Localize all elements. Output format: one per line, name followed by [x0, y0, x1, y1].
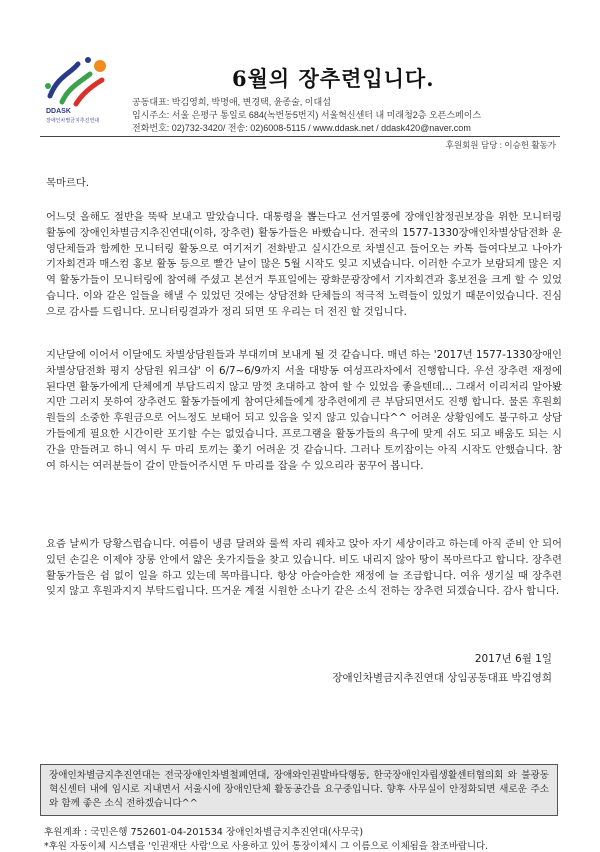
bank-note: *후원 자동이체 시스템을 '인권재단 사람'으로 사용하고 있어 통장이체시 그 이름으로 이체됨을 참조바랍니다. [44, 841, 489, 852]
notice-text: 장애인차별금지추진연대는 전국장애인차별철폐연대, 장애와인권발바닥행동, 한국장애인자립생활센터협의회 와 불광동 혁신센터 내에 임시로 지내면서 서울시에 장애인단체 활동공간을 요구중입니다. 향후 사무실이 안정화되면 새로운 주소와 함께 좋은 소식 전하겠습니다^^ [49, 770, 549, 809]
contact-info: 전화번호: 02)732-3420/ 전송: 02)6008-5115 / www.ddask.net / ddask420@naver.com [132, 123, 471, 133]
paragraph-text: 어느덧 올해도 절반을 뚝딱 보내고 말았습니다. 대통령을 뽑는다고 선거열풍에 장애인참정권보장을 위한 모니터링 활동에 장애인차별금지추진연대(이하, 장추련) 활동가들은 바빴습니다. 전국의 1577-1330장애인차별상담전화 운영단체들과 함께한 모니터링 활동으로 여기저기 전화받고 실시간으로 차별신고 들어오는 카톡 들여다보고 나아가 기자회견과 매스컴 홍보 활동 등으로 빨간 날이 많은 5월 시작도 잊고 지냈습니다. 이러한 수고가 보람되게 많은 지역 활동가들이 모니터링에 참여해 주셨고 본선거 투표일에는 광화문광장에서 기자회견과 홍보전을 크게 할 수 있었습니다. 이와 같은 일들을 해낼 수 있었던 것에는 상담전화 단체들의 적극적 노력들이 있었기 때문이었습니다. 진심으로 감사를 드립니다. 모니터링결과가 정리 되면 또 우리는 더 전진 할 것입니다. [46, 211, 562, 318]
header-divider [40, 136, 560, 137]
greeting-text: 목마르다. [46, 177, 90, 189]
notice-box [40, 764, 558, 816]
logo-subtitle: 장애인차별금지추진연대 [46, 118, 100, 124]
letter-signature: 장애인차별금지추진연대 상임공동대표 박김영희 [332, 672, 552, 684]
ddask-logo-icon [40, 56, 118, 108]
sponsor-contact: 후원회원 담당 : 이승헌 활동가 [445, 140, 556, 150]
bank-account: 후원계좌 : 국민은행 752601-04-201534 장애인차별금지추진연대(사무국) [44, 827, 364, 838]
page-title: 6월의 장추련입니다. [232, 66, 435, 91]
logo-text: DDASK [46, 108, 71, 115]
letter-paragraph-3 [46, 537, 562, 600]
ddask-logo [40, 56, 118, 132]
representatives: 공동대표: 박김영희, 박명애, 변경택, 윤종술, 이대섭 [132, 97, 331, 107]
address: 임시주소: 서울 은평구 통일로 684(녹번동5번지) 서울혁신센터 내 미래청2층 오픈스페이스 [132, 110, 482, 120]
letter-paragraph-1 [46, 210, 562, 321]
letter-date: 2017년 6월 1일 [474, 653, 552, 665]
letter-paragraph-2 [46, 348, 562, 474]
paragraph-text: 지난달에 이어서 이달에도 차별상담원들과 부대끼며 보내게 될 것 같습니다. 매년 하는 '2017년 1577-1330장애인차별상담전화 평지 상담원 워크샵' 이 6/7~6/9까지 서울 대방동 여성프라자에서 진행합니다. 우선 장추련 재정에 된다면 활동가에게 단체에게 부담드리지 않고 맘껏 초대하고 참여 할 수 있었음 좋을텐데… 그래서 이리저리 알아봤지만 그러지 못하여 장추련도 활동가들에게 참여단체들에게 장추련에게 큰 부담되면서도 진행 합니다. 물론 후원회원들의 소중한 후원금으로 어느정도 보태어 되고 있음을 잊지 않고 있습니다^^ 어려운 상황임에도 불구하고 상담가들에게 필요한 시간이란 포기할 수는 없었습니다. 프로그램을 활동가들의 욕구에 맞게 쉬도 되고 배움도 되는 시간을 만들려고 하니 역시 두 마리 토끼는 쫓기 어려운 것 같습니다. 그러나 토끼잡이는 아직 시작도 안했습니다. 참여 하시는 여러분들이 갈이 만들어주시면 두 마리를 잡을 수 있으리라 꿈꾸어 봅니다. [46, 349, 562, 472]
paragraph-text: 요즘 날씨가 당황스럽습니다. 여름이 냉큼 달려와 룰썩 자리 꿰차고 앉아 자기 세상이라고 하는데 아직 준비 안 되어 있던 손길은 이제야 장롱 안에서 얇은 옷가지들을 찾고 있습니다. 비도 내리지 않아 땅이 목마르다고 합니다. 장추련 활동가들은 쉼 없이 일을 하고 있는데 목마릅니다. 항상 아슬아슬한 재정에 늘 조급합니다. 여유 생기실 때 장추련 잊지 않고 후원과지지 부탁드립니다. 뜨거운 계절 시원한 소나기 같은 소식 전하는 장추련 되겠습니다. 감사 합니다. [46, 538, 562, 598]
letter-greeting [46, 176, 562, 192]
